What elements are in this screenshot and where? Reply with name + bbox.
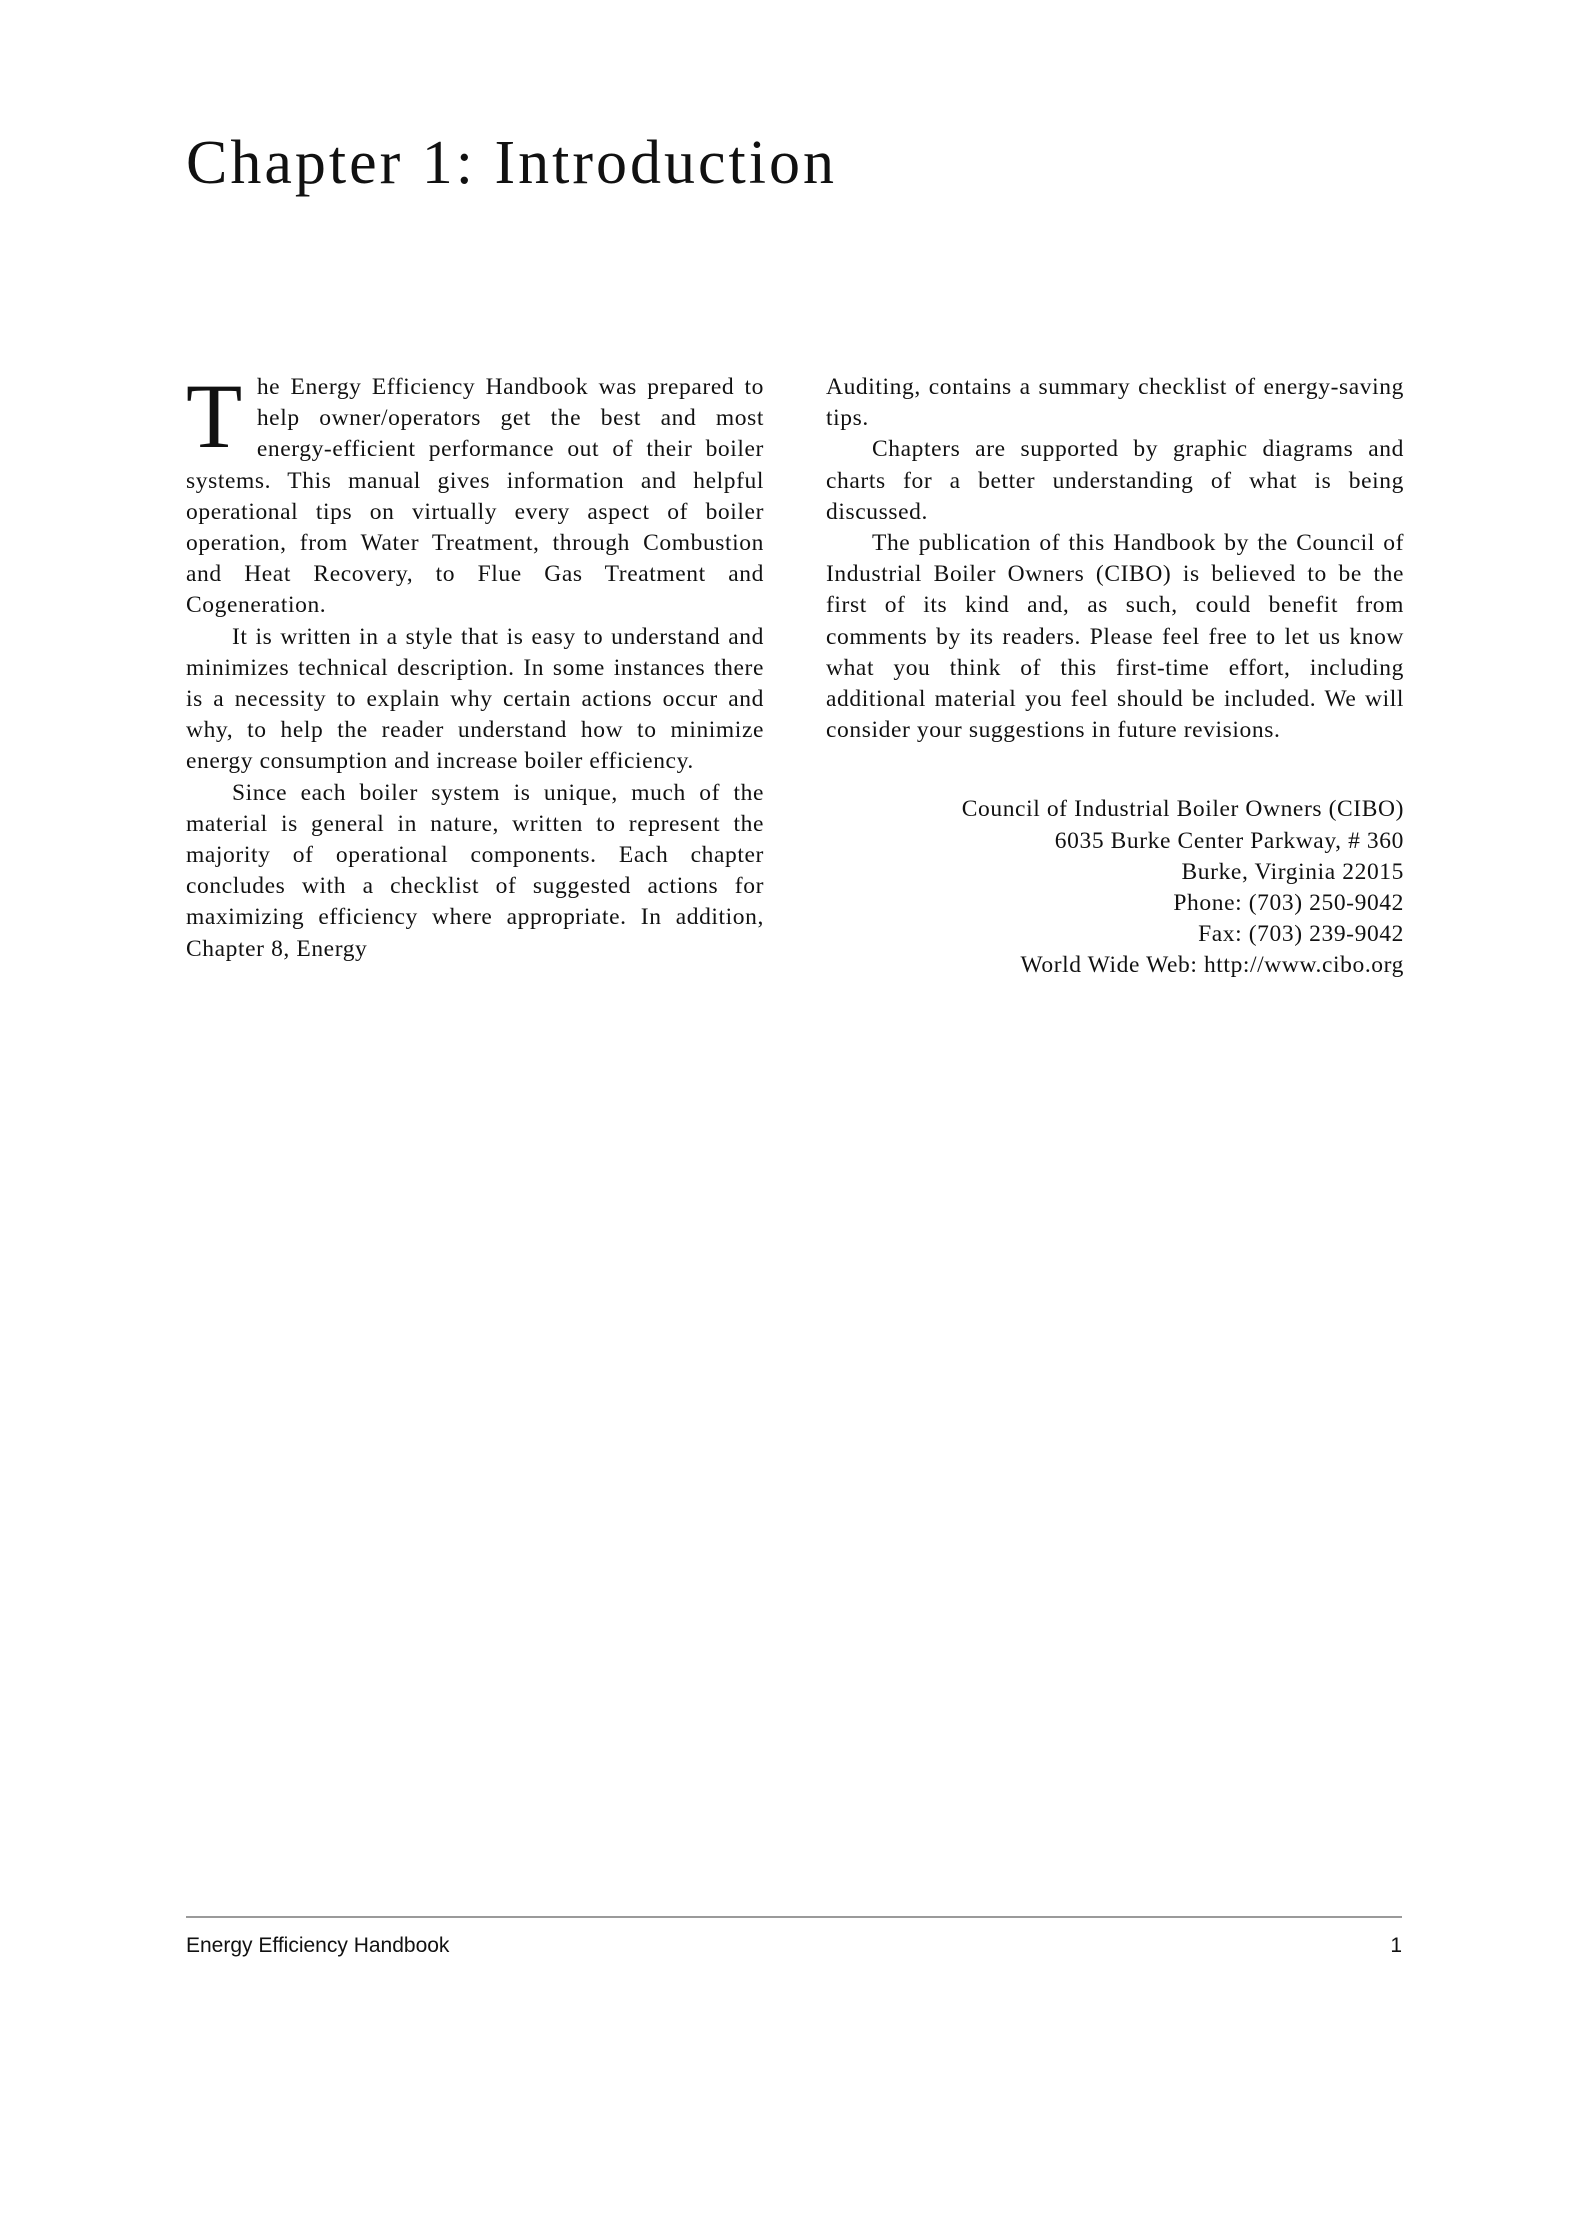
chapter-title: Chapter 1: Introduction: [186, 129, 837, 197]
footer-book-title: Energy Efficiency Handbook: [186, 1934, 450, 1957]
right-column: [826, 372, 1404, 982]
footer-page-number: 1: [1390, 1934, 1402, 1957]
address-fax: Fax: (703) 239-9042: [1198, 921, 1404, 948]
intro-paragraph: [186, 365, 764, 622]
scope-paragraph: Since each boiler system is unique, much of the material is general in nature, written to represent the majority of operational components. Each chapter concludes with a checklist of suggested actions for maximizing efficiency where appropriate. In addition, Chapter 8, Energy: [186, 779, 764, 962]
footer-divider: [186, 1916, 1402, 1918]
left-column: [186, 365, 764, 965]
drop-cap: T: [186, 365, 243, 467]
publication-paragraph: The publication of this Handbook by the Council of Industrial Boiler Owners (CIBO) is believed to be the first of its kind and, as such, could benefit from comments by its readers. Please feel free to let us know what you think of this first-time effort, including additional material you feel should be included. We will consider your suggestions in future revisions.: [826, 530, 1404, 744]
address-web: World Wide Web: http://www.cibo.org: [1020, 952, 1404, 979]
style-paragraph: It is written in a style that is easy to understand and minimizes technical description. In some instances there is a necessity to explain why certain actions occur and why, to help the reader understand how to minimize energy consumption and increase boiler efficiency.: [186, 623, 764, 775]
address-street: 6035 Burke Center Parkway, # 360: [1054, 827, 1404, 854]
auditing-paragraph: Auditing, contains a summary checklist of energy-saving tips.: [826, 374, 1404, 432]
address-city: Burke, Virginia 22015: [1181, 858, 1404, 885]
address-org: Council of Industrial Boiler Owners (CIBO): [961, 796, 1404, 823]
contact-address: [826, 794, 1404, 981]
diagrams-paragraph: Chapters are supported by graphic diagrams and charts for a better understanding of what is being discussed.: [826, 436, 1404, 525]
intro-paragraph-text: he Energy Efficiency Handbook was prepared to help owner/operators get the best and most energy-efficient performance out of their boiler systems. This manual gives information and helpful operational tips on virtually every aspect of boiler operation, from Water Treatment, through Combustion and Heat Recovery, to Flue Gas Treatment and Cogeneration.: [186, 374, 764, 619]
address-phone: Phone: (703) 250-9042: [1173, 890, 1404, 917]
